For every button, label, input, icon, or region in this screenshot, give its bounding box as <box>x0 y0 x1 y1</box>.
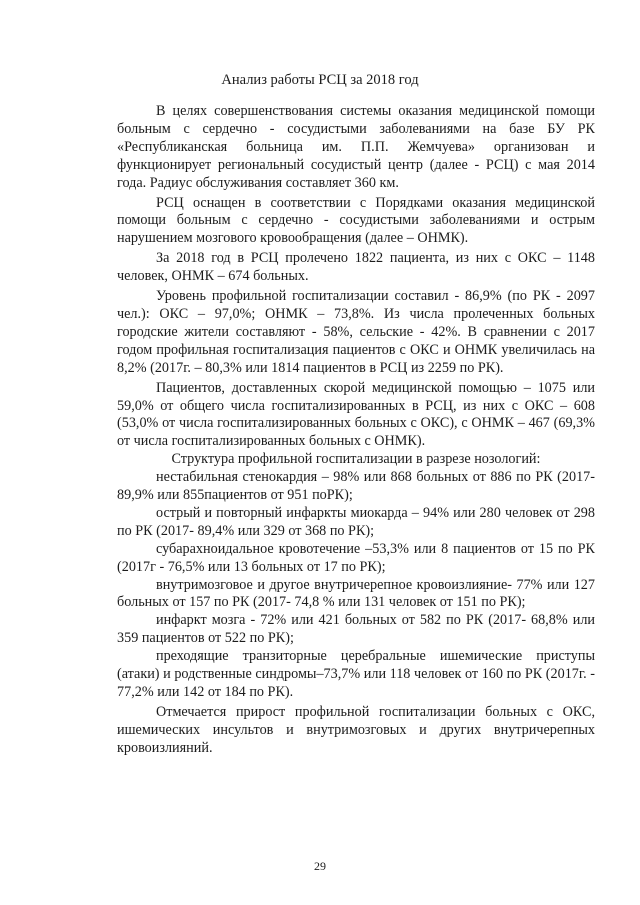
list-item-unstable-angina: нестабильная стенокардия – 98% или 868 больных от 886 по РК (2017- 89,9% или 855пациентов от 951 поРК); <box>117 469 595 504</box>
paragraph-equipment: РСЦ оснащен в соответствии с Порядками оказания медицинской помощи больным с сердечно - сосудистыми заболеваниями и острым нарушением мозгового кровообращения (далее – ОНМК). <box>117 194 595 247</box>
list-item-cerebral-infarction: инфаркт мозга - 72% или 421 больных от 582 по РК (2017- 68,8% или 359 пациентов от 522 по РК); <box>117 612 595 647</box>
structure-heading: Структура профильной госпитализации в разрезе нозологий: <box>171 451 541 468</box>
page-number: 29 <box>314 859 326 873</box>
paragraph-intro: В целях совершенствования системы оказания медицинской помощи больным с сердечно - сосудистыми заболеваниями на базе БУ РК «Республиканская больница им. П.П. Жемчуева» организован и функционирует региональный сосудистый центр (далее - РСЦ) с мая 2014 года. Радиус обслуживания составляет 360 км. <box>117 103 595 191</box>
paragraph-hospitalization-level: Уровень профильной госпитализации составил - 86,9% (по РК - 2097 чел.): ОКС – 97,0%; ОНМК – 73,8%. Из числа пролеченных больных городские жители составляют - 58%, сельские - 42%. В сравнении с 2017 годом профильная госпитализация пациентов с ОКС и ОНМК увеличилась на 8,2% (2017г. – 80,3% или 1814 пациентов в РСЦ из 2259 по РК). <box>117 288 595 376</box>
list-item-subarachnoid-hemorrhage: субарахноидальное кровотечение –53,3% или 8 пациентов от 15 по РК (2017г - 76,5% или 13 больных от 17 по РК); <box>117 540 595 575</box>
document-title: Анализ работы РСЦ за 2018 год <box>221 72 419 88</box>
paragraph-ambulance: Пациентов, доставленных скорой медицинской помощью – 1075 или 59,0% от общего числа госпитализированных в РСЦ, из них с ОКС – 608 (53,0% от числа госпитализированных больных с ОКС), с ОНМК – 467 (69,3% от числа госпитализированных больных с ОНМК). <box>117 379 595 450</box>
paragraph-conclusion: Отмечается прирост профильной госпитализации больных с ОКС, ишемических инсультов и внутримозговых и других внутричерепных кровоизлияний. <box>117 703 595 756</box>
list-item-myocardial-infarction: острый и повторный инфаркты миокарда – 94% или 280 человек от 298 по РК (2017- 89,4% или 329 от 368 по РК); <box>117 504 595 539</box>
list-item-intracerebral-hemorrhage: внутримозговое и другое внутричерепное кровоизлияние- 77% или 127 больных от 157 по РК (2017- 74,8 % или 131 человек от 151 по РК); <box>117 576 595 611</box>
list-item-transient-ischemic-attacks: преходящие транзиторные церебральные ишемические приступы (атаки) и родственные синдромы–73,7% или 118 человек от 160 по РК (2017г. - 77,2% или 142 от 184 по РК). <box>117 648 595 700</box>
document-body <box>117 103 595 758</box>
paragraph-treated-total: За 2018 год в РСЦ пролечено 1822 пациента, из них с ОКС – 1148 человек, ОНМК – 674 больных. <box>117 250 595 285</box>
